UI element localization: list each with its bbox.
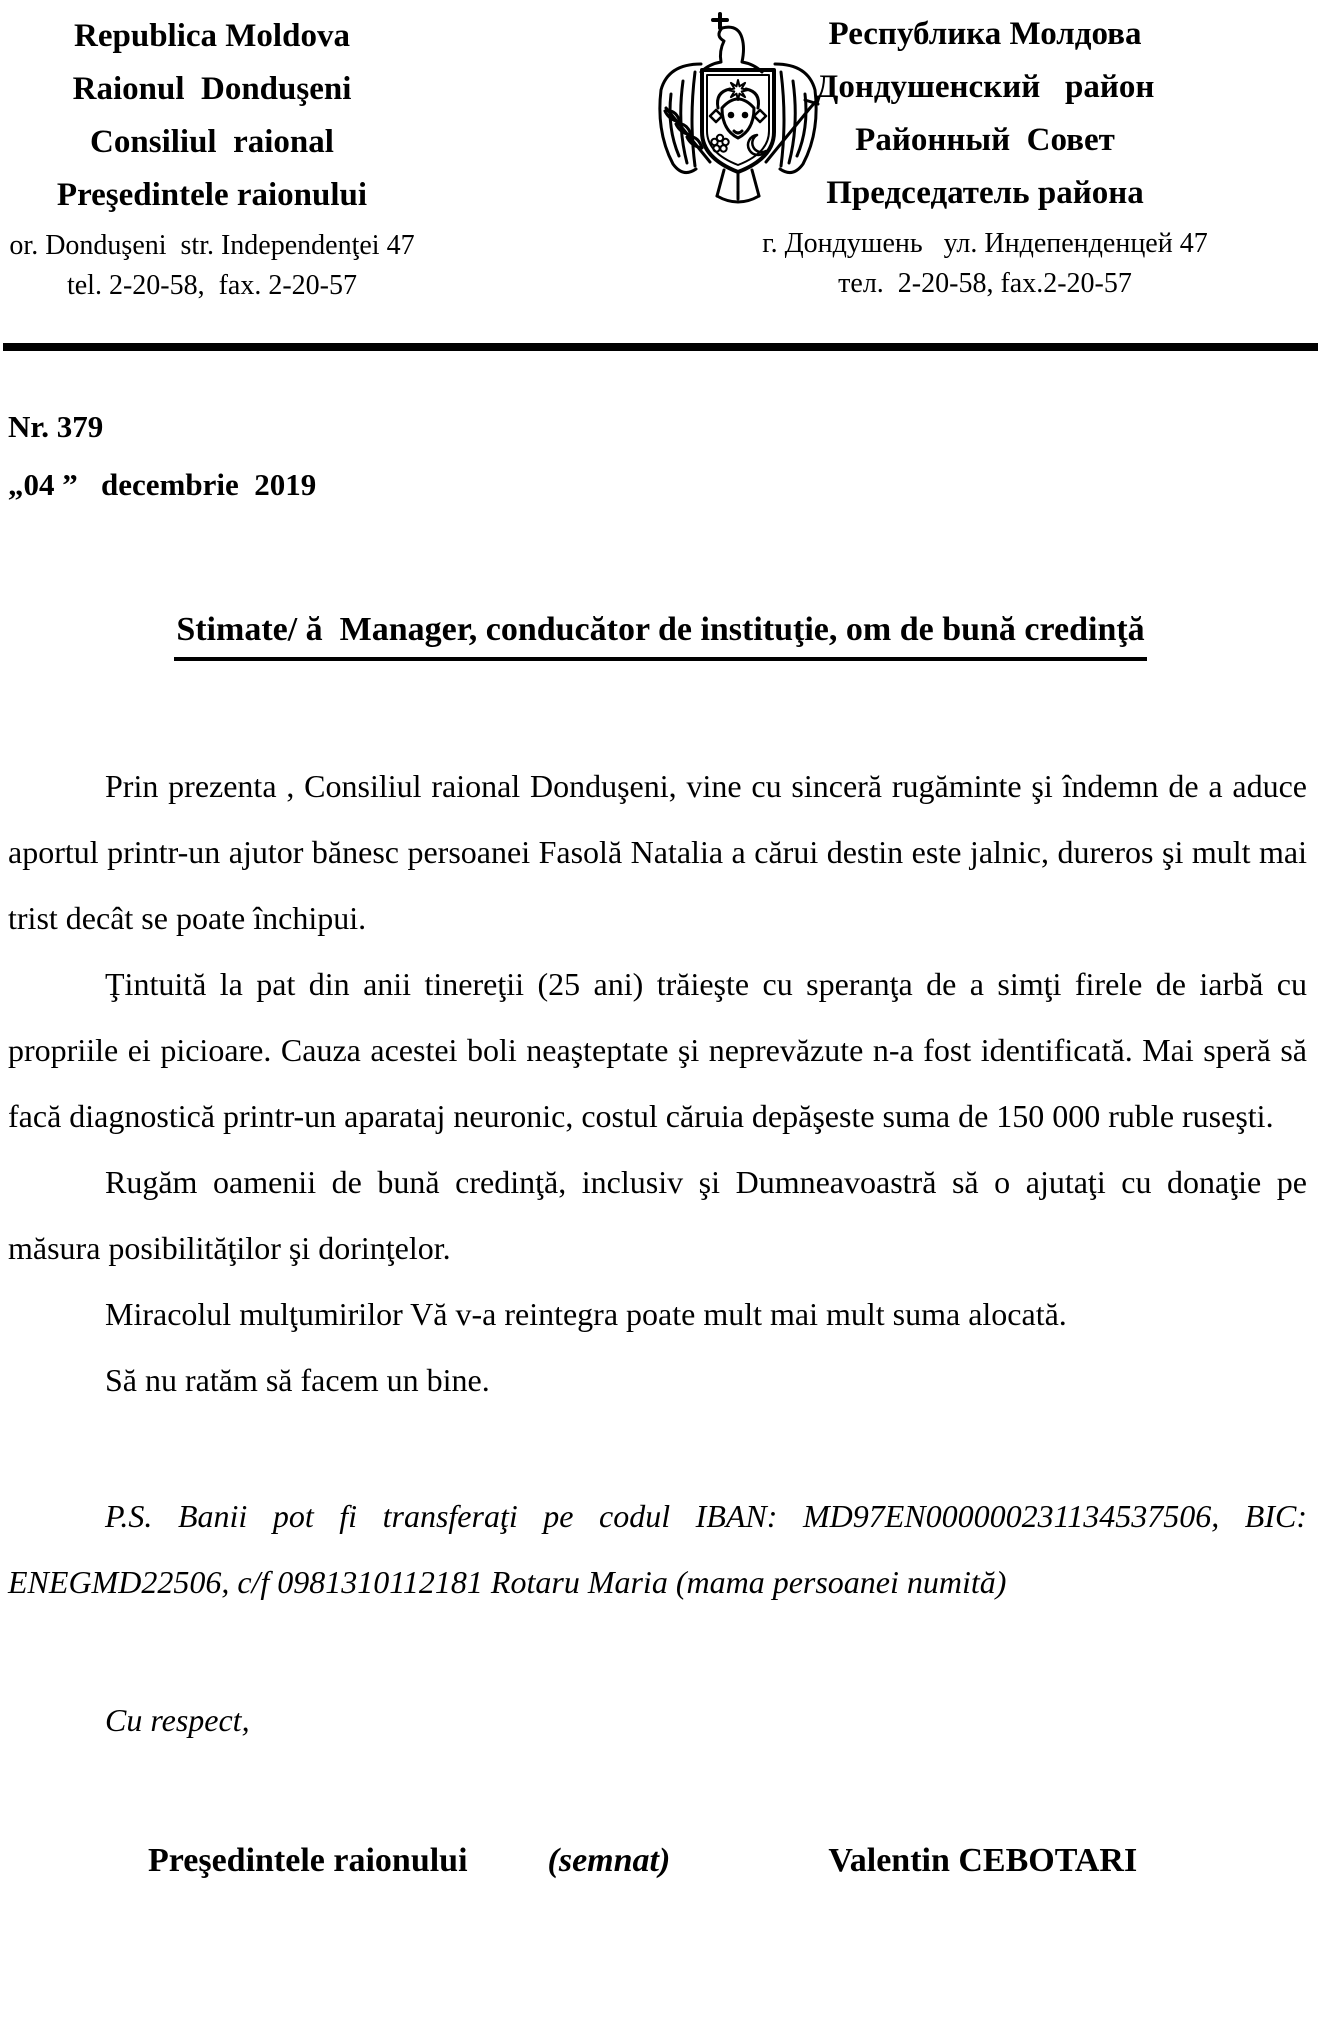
signature-row [8,1839,1307,1883]
reference-date: „04 ” decembrie 2019 [8,467,317,502]
reference-block [8,407,1321,505]
closing-salutation: Cu respect, [105,1702,250,1738]
org-name-ru-line1: Республика Молдова [828,16,1142,52]
postscript-paragraph: P.S. Banii pot fi transferaţi pe codul IBAN: MD97EN000000231134537506, BIC: ENEGMD22506, c/f 0981310112181 Rotaru Maria (mama persoanei numită) [8,1498,1307,1600]
letterhead-right [698,8,1272,304]
letterhead [0,0,1321,343]
org-phone-ro: tel. 2-20-58, fax. 2-20-57 [66,270,358,301]
body-paragraph: Prin prezenta , Consiliul raional Donduşeni, vine cu sinceră rugăminte şi îndemn de a aduce aportul printr-un ajutor bănesc persoanei Fasolă Natalia a cărui destin este jalnic, dureros şi mult mai trist decât se poate închipui. [8,768,1307,936]
body-paragraph: Rugăm oamenii de bună credinţă, inclusiv şi Dumneavoastră să o ajutaţi cu donaţie pe măsura posibilităţilor şi dorinţelor. [8,1164,1307,1266]
salutation-title: Stimate/ ă Manager, conducător de instituţie, om de bună credinţă [174,609,1146,661]
letterhead-divider-rule [3,343,1318,351]
org-name-ru-line4: Председатель района [826,175,1144,211]
org-name-ro-line1: Republica Moldova [74,18,350,54]
org-address-ru: г. Дондушень ул. Индепенденцей 47 [762,228,1208,259]
salutation-wrap [0,609,1321,661]
org-address-ro: or. Donduşeni str. Independenţei 47 [9,230,415,261]
body-paragraph: Miracolul mulţumirilor Vă v-a reintegra poate mult mai mult suma alocată. [105,1296,1067,1332]
org-phone-ru: тел. 2-20-58, fax.2-20-57 [838,268,1132,299]
signature-title: Preşedintele raionului [148,1842,468,1879]
body-paragraph: Să nu ratăm să facem un bine. [105,1362,490,1398]
org-name-ro-line3: Consiliul raional [90,124,334,160]
org-name-ro-line2: Raionul Donduşeni [72,71,352,107]
org-name-ro-line4: Preşedintele raionului [56,177,368,213]
body-paragraph: Ţintuită la pat din anii tinereţii (25 ani) trăieşte cu speranţa de a simţi firele de iarbă cu propriile ei picioare. Cauza acestei boli neaşteptate şi neprevăzute n-a fost identificată. Mai speră să facă diagnostică printr-un aparataj neuronic, costul căruia depăşeste suma de 150 000 ruble ruseşti. [8,966,1307,1134]
org-name-ru-line3: Районный Совет [855,122,1115,158]
org-name-ru-line2: Дондушенский район [815,69,1155,105]
signature-note: (semnat) [547,1842,671,1879]
reference-number: Nr. 379 [8,409,104,444]
letter-body [8,753,1307,1883]
letterhead-left [6,10,418,306]
signature-name: Valentin CEBOTARI [828,1842,1138,1879]
